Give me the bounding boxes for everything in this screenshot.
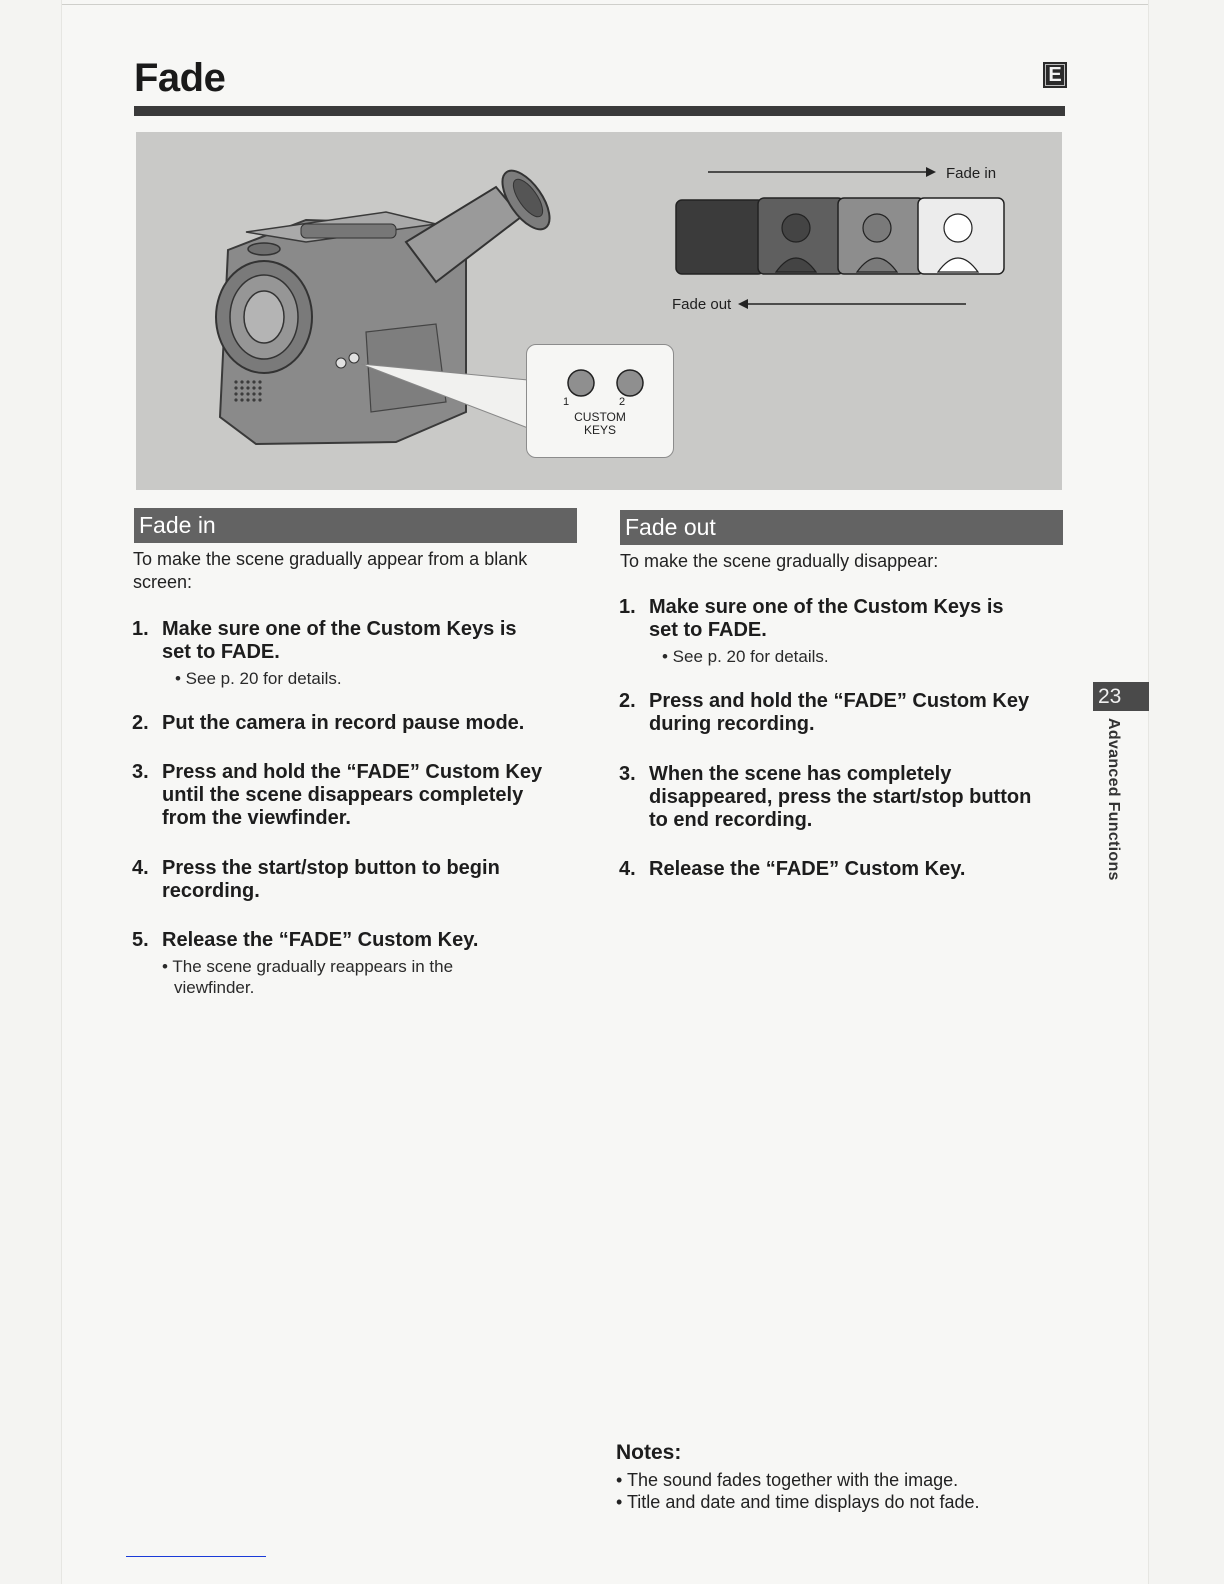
fade-in-step-1-note: • See p. 20 for details. [175,669,342,688]
step-text: When the scene has completely [649,763,952,785]
step-number: 1. [619,596,636,618]
fade-out-step-3 [619,763,1069,833]
fade-in-step-5-note-line2: viewfinder. [174,978,255,997]
top-rule [62,4,1148,5]
fade-in-step-3 [132,761,582,831]
fade-in-intro-line1: To make the scene gradually appear from a blank [133,549,528,569]
fade-out-heading: Fade out [620,510,1063,545]
key-2-label: 2 [619,396,626,408]
note-item: • The sound fades together with the image. [616,1470,959,1490]
language-badge: E [1043,62,1067,88]
step-number: 2. [132,712,149,734]
step-text: set to FADE. [649,619,767,641]
step-number: 3. [132,761,149,783]
fade-out-intro: To make the scene gradually disappear: [620,551,939,571]
step-text: Release the “FADE” Custom Key. [649,858,966,880]
footer-rule [126,1556,266,1557]
fade-out-step-4 [619,858,1069,882]
fade-in-step-4 [132,857,582,905]
step-number: 5. [132,929,149,951]
camcorder-illustration [136,132,1062,490]
step-text: until the scene disappears completely [162,784,524,806]
keys-caption-line2: KEYS [583,423,616,437]
step-text: during recording. [649,713,815,735]
step-text: Release the “FADE” Custom Key. [162,929,479,951]
custom-key-buttons [527,345,673,405]
note-item: • Title and date and time displays do not fade. [616,1492,980,1512]
fade-in-arrow-label: Fade in [946,165,997,182]
page-number-tab: 23 [1093,682,1149,711]
fade-in-step-1 [132,618,582,666]
fade-in-step-2 [132,712,582,736]
step-text: Press the start/stop button to begin [162,857,500,879]
step-text: from the viewfinder. [162,807,351,829]
step-number: 4. [619,858,636,880]
title-rule [134,106,1065,116]
keys-caption-line1: CUSTOM [574,410,626,424]
fade-out-step-1-note: • See p. 20 for details. [662,647,829,666]
step-text: Put the camera in record pause mode. [162,712,525,734]
fade-in-step-5 [132,929,582,953]
step-text: Press and hold the “FADE” Custom Key [162,761,543,783]
custom-keys-callout [526,344,674,458]
step-text: disappeared, press the start/stop button [649,786,1032,808]
page-title: Fade [134,56,226,100]
step-text: Make sure one of the Custom Keys is [649,596,1004,618]
fade-in-step-5-note-line1: • The scene gradually reappears in the [162,957,454,976]
step-number: 2. [619,690,636,712]
step-text: Make sure one of the Custom Keys is [162,618,517,640]
step-text: to end recording. [649,809,813,831]
step-text: recording. [162,880,260,902]
fade-in-heading: Fade in [134,508,577,543]
step-text: Press and hold the “FADE” Custom Key [649,690,1030,712]
fade-out-step-1 [619,596,1069,644]
fade-in-intro-line2: screen: [133,572,193,592]
fade-out-step-2 [619,690,1069,738]
step-number: 1. [132,618,149,640]
fade-out-arrow-label: Fade out [672,296,732,313]
step-number: 3. [619,763,636,785]
notes-heading: Notes: [616,1441,682,1464]
step-number: 4. [132,857,149,879]
step-text: set to FADE. [162,641,280,663]
key-1-label: 1 [563,396,570,408]
section-side-label: Advanced Functions [1105,718,1122,881]
